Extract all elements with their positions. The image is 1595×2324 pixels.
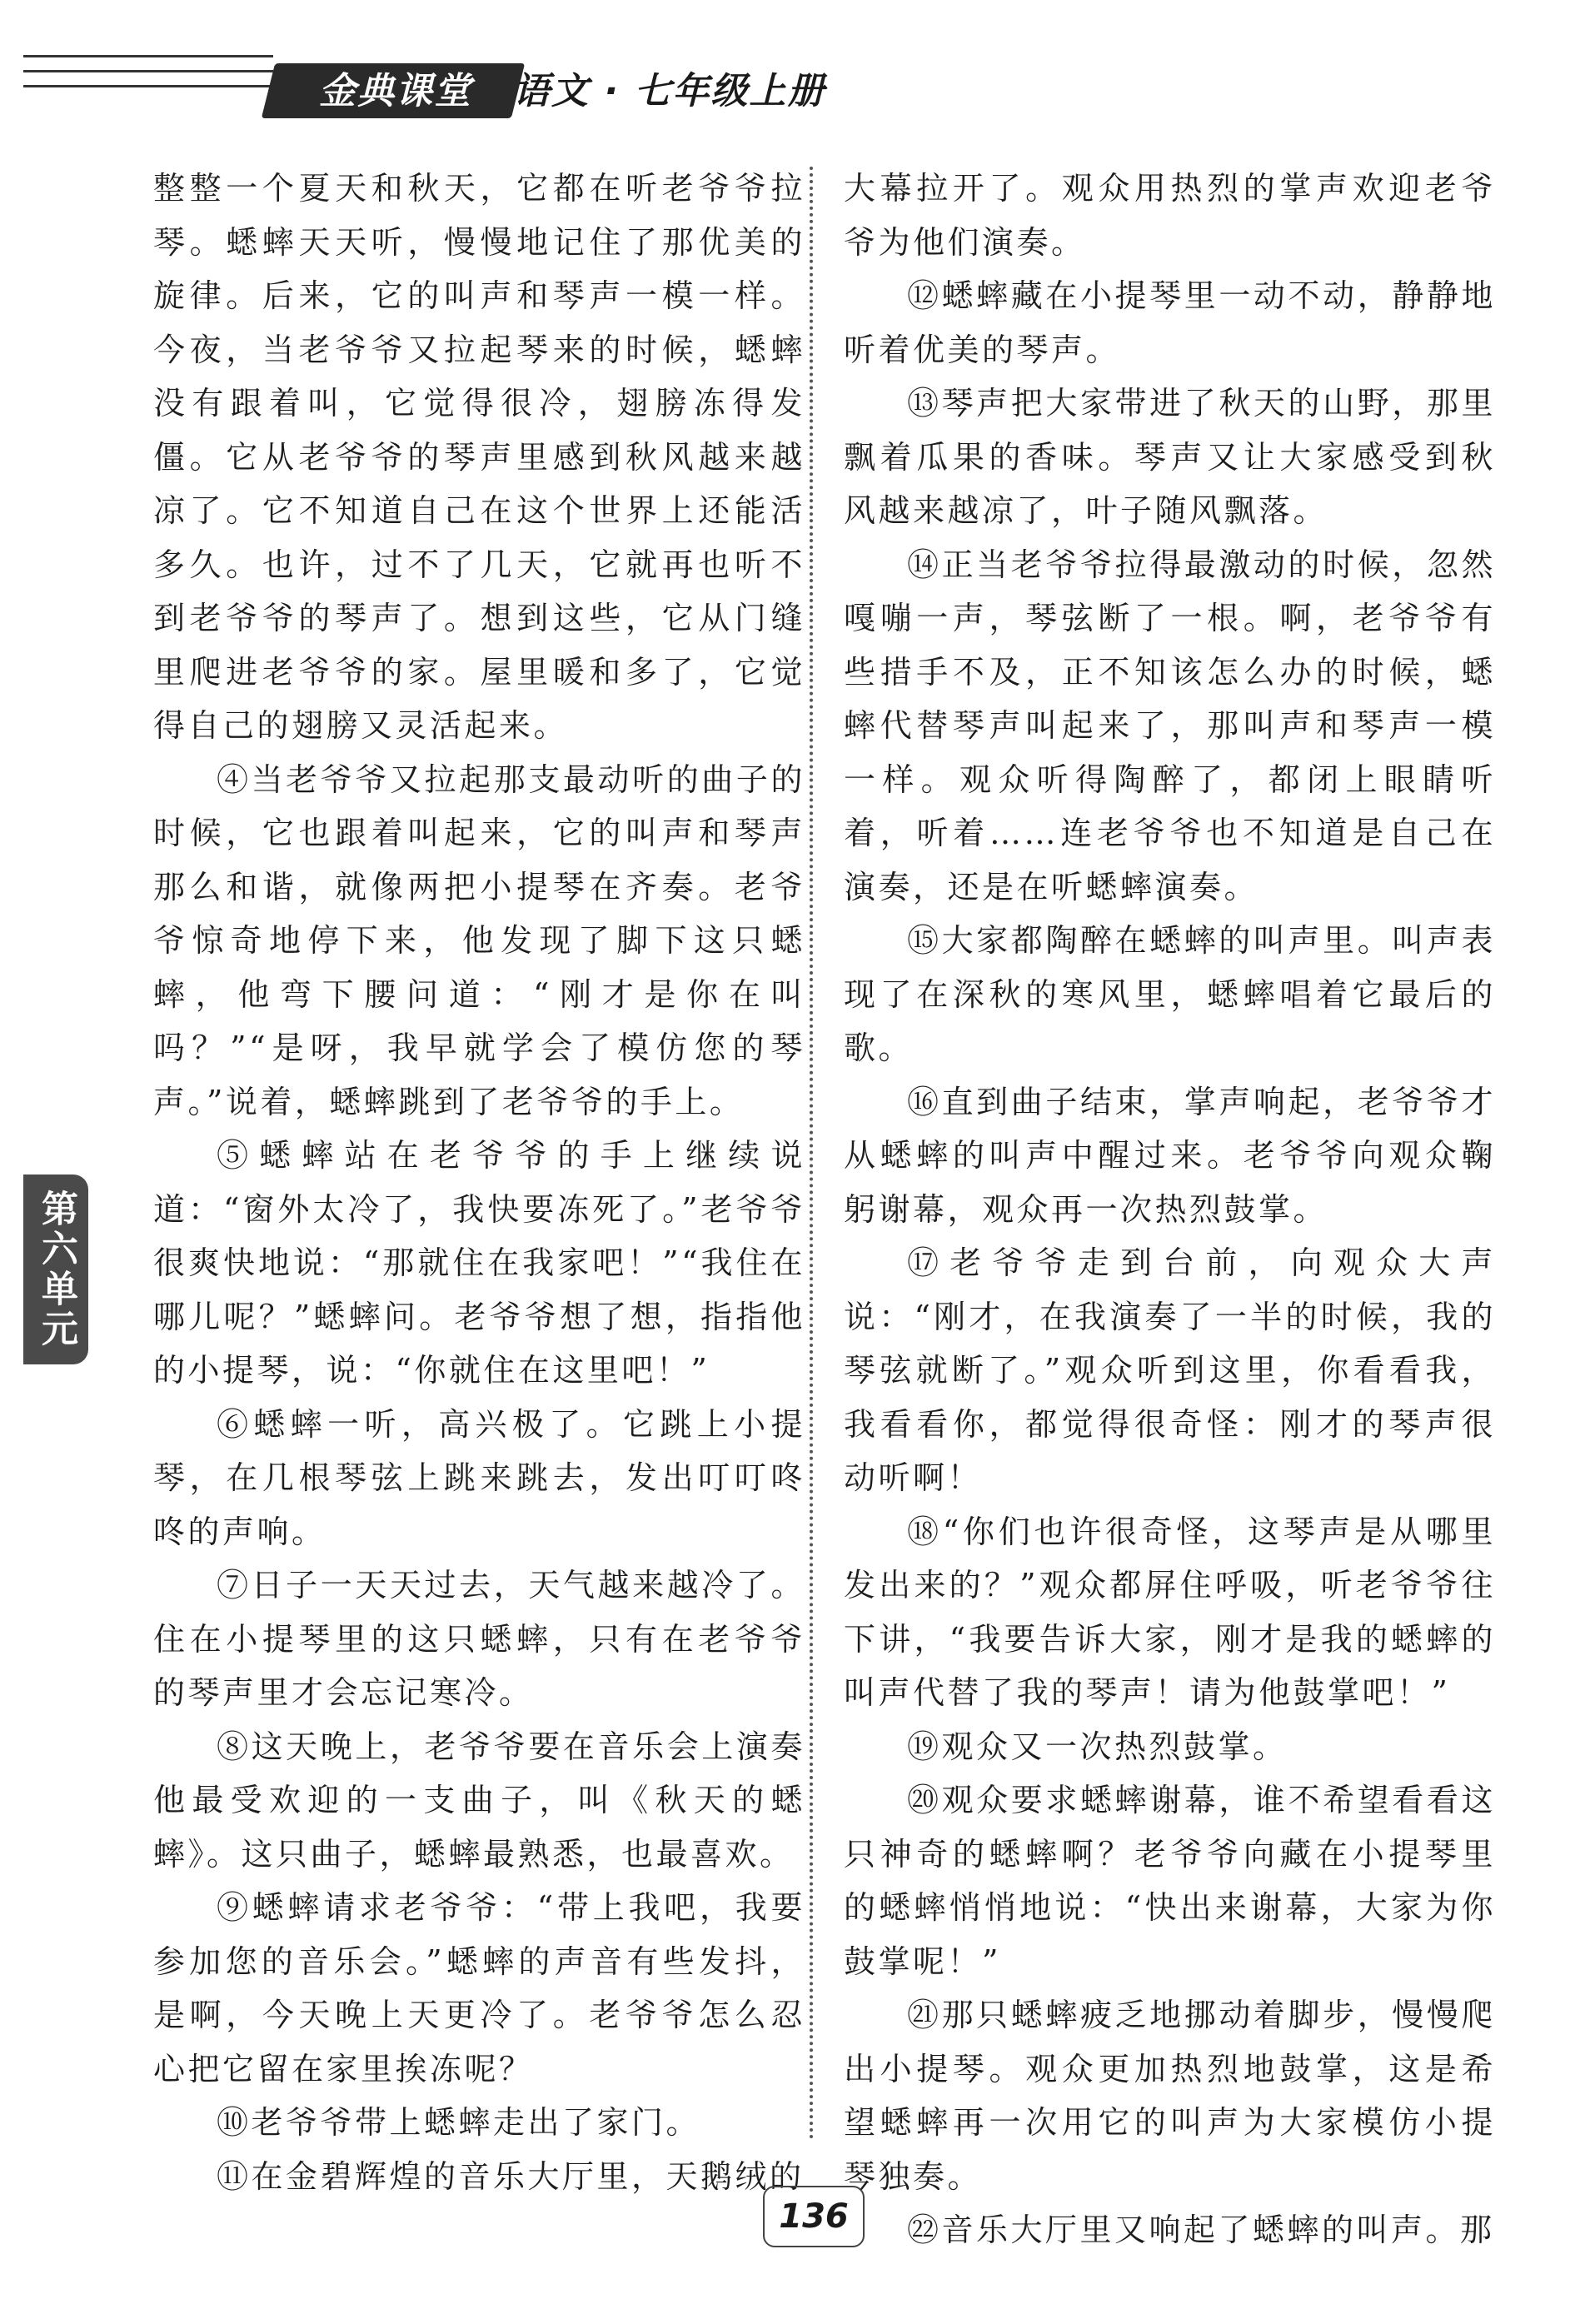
- paragraph: ⑱“你们也许很奇怪，这琴声是从哪里发出来的？”观众都屏住呼吸，听老爷爷往下讲，“我要告诉大家，刚才是我的蟋蟀的叫声代替了我的琴声！请为他鼓掌吧！”: [844, 1513, 1496, 1711]
- paragraph: ⑲观众又一次热烈鼓掌。: [907, 1728, 1288, 1765]
- right-column: [844, 162, 1496, 2257]
- series-title: 金典课堂: [319, 70, 472, 112]
- paragraph: ⑥蟋蟀一听，高兴极了。它跳上小提琴，在几根琴弦上跳来跳去，发出叮叮咚咚的声响。: [153, 1405, 805, 1550]
- paragraph: ⑰老爷爷走到台前，向观众大声说：“刚才，在我演奏了一半的时候，我的琴弦就断了。”观众听到这里，你看看我，我看看你，都觉得很奇怪：刚才的琴声很动听啊！: [844, 1244, 1496, 1496]
- paragraph: ⑪在金碧辉煌的音乐大厅里，天鹅绒的: [217, 2157, 805, 2195]
- paragraph: ⑭正当老爷爷拉得最激动的时候，忽然嘎嘣一声，琴弦断了一根。啊，老爷爷有些措手不及，正不知该怎么办的时候，蟋蟀代替琴声叫起来了，那叫声和琴声一模一样。观众听得陶醉了，都闭上眼睛听着，听着……连老爷爷也不知道是自己在演奏，还是在听蟋蟀演奏。: [844, 546, 1496, 905]
- unit-side-tab: 第六单元: [23, 1174, 88, 1364]
- paragraph: ⑫蟋蟀藏在小提琴里一动不动，静静地听着优美的琴声。: [844, 277, 1496, 368]
- paragraph: ⑬琴声把大家带进了秋天的山野，那里飘着瓜果的香味。琴声又让大家感受到秋风越来越凉了，叶子随风飘落。: [844, 385, 1496, 529]
- paragraph: 大幕拉开了。观众用热烈的掌声欢迎老爷爷为他们演奏。: [844, 170, 1496, 261]
- column-divider: [810, 167, 813, 2141]
- paragraph: ⑧这天晚上，老爷爷要在音乐会上演奏他最受欢迎的一支曲子，叫《秋天的蟋蟀》。这只曲子，蟋蟀最熟悉，也最喜欢。: [153, 1728, 805, 1873]
- header-decoration-lines: [23, 55, 273, 113]
- paragraph: ⑳观众要求蟋蟀谢幕，谁不希望看看这只神奇的蟋蟀啊？老爷爷向藏在小提琴里的蟋蟀悄悄地说：“快出来谢幕，大家为你鼓掌呢！”: [844, 1782, 1496, 1980]
- paragraph: ⑨蟋蟀请求老爷爷：“带上我吧，我要参加您的音乐会。”蟋蟀的声音有些发抖，是啊，今天晚上天更冷了。老爷爷怎么忍心把它留在家里挨冻呢？: [153, 1889, 805, 2087]
- page-number: 136: [763, 2186, 865, 2247]
- paragraph: ⑤蟋蟀站在老爷爷的手上继续说道：“窗外太冷了，我快要冻死了。”老爷爷很爽快地说：“那就住在我家吧！”“我住在哪儿呢？”蟋蟀问。老爷爷想了想，指指他的小提琴，说：“你就住在这里吧！”: [153, 1137, 805, 1389]
- paragraph: ㉑那只蟋蟀疲乏地挪动着脚步，慢慢爬出小提琴。观众更加热烈地鼓掌，这是希望蟋蟀再一次用它的叫声为大家模仿小提琴独奏。: [844, 1997, 1496, 2195]
- paragraph: ④当老爷爷又拉起那支最动听的曲子的时候，它也跟着叫起来，它的叫声和琴声那么和谐，就像两把小提琴在齐奏。老爷爷惊奇地停下来，他发现了脚下这只蟋蟀，他弯下腰问道：“刚才是你在叫吗？”“是呀，我早就学会了模仿您的琴声。”说着，蟋蟀跳到了老爷爷的手上。: [153, 761, 805, 1120]
- paragraph: ⑮大家都陶醉在蟋蟀的叫声里。叫声表现了在深秋的寒风里，蟋蟀唱着它最后的歌。: [844, 922, 1496, 1066]
- paragraph: ⑯直到曲子结束，掌声响起，老爷爷才从蟋蟀的叫声中醒过来。老爷爷向观众鞠躬谢幕，观众再一次热烈鼓掌。: [844, 1083, 1496, 1228]
- left-column: [153, 162, 805, 2203]
- paragraph: ㉒音乐大厅里又响起了蟋蟀的叫声。那: [907, 2212, 1495, 2248]
- book-title: 语文 · 七年级上册: [513, 70, 826, 112]
- paragraph: ⑦日子一天天过去，天气越来越冷了。住在小提琴里的这只蟋蟀，只有在老爷爷的琴声里才会忘记寒冷。: [153, 1567, 805, 1711]
- paragraph: 整整一个夏天和秋天，它都在听老爷爷拉琴。蟋蟀天天听，慢慢地记住了那优美的旋律。后来，它的叫声和琴声一模一样。今夜，当老爷爷又拉起琴来的时候，蟋蟀没有跟着叫，它觉得很冷，翅膀冻得发僵。它从老爷爷的琴声里感到秋风越来越凉了。它不知道自己在这个世界上还能活多久。也许，过不了几天，它就再也听不到老爷爷的琴声了。想到这些，它从门缝里爬进老爷爷的家。屋里暖和多了，它觉得自己的翅膀又灵活起来。: [153, 170, 805, 744]
- paragraph: ⑩老爷爷带上蟋蟀走出了家门。: [217, 2104, 701, 2141]
